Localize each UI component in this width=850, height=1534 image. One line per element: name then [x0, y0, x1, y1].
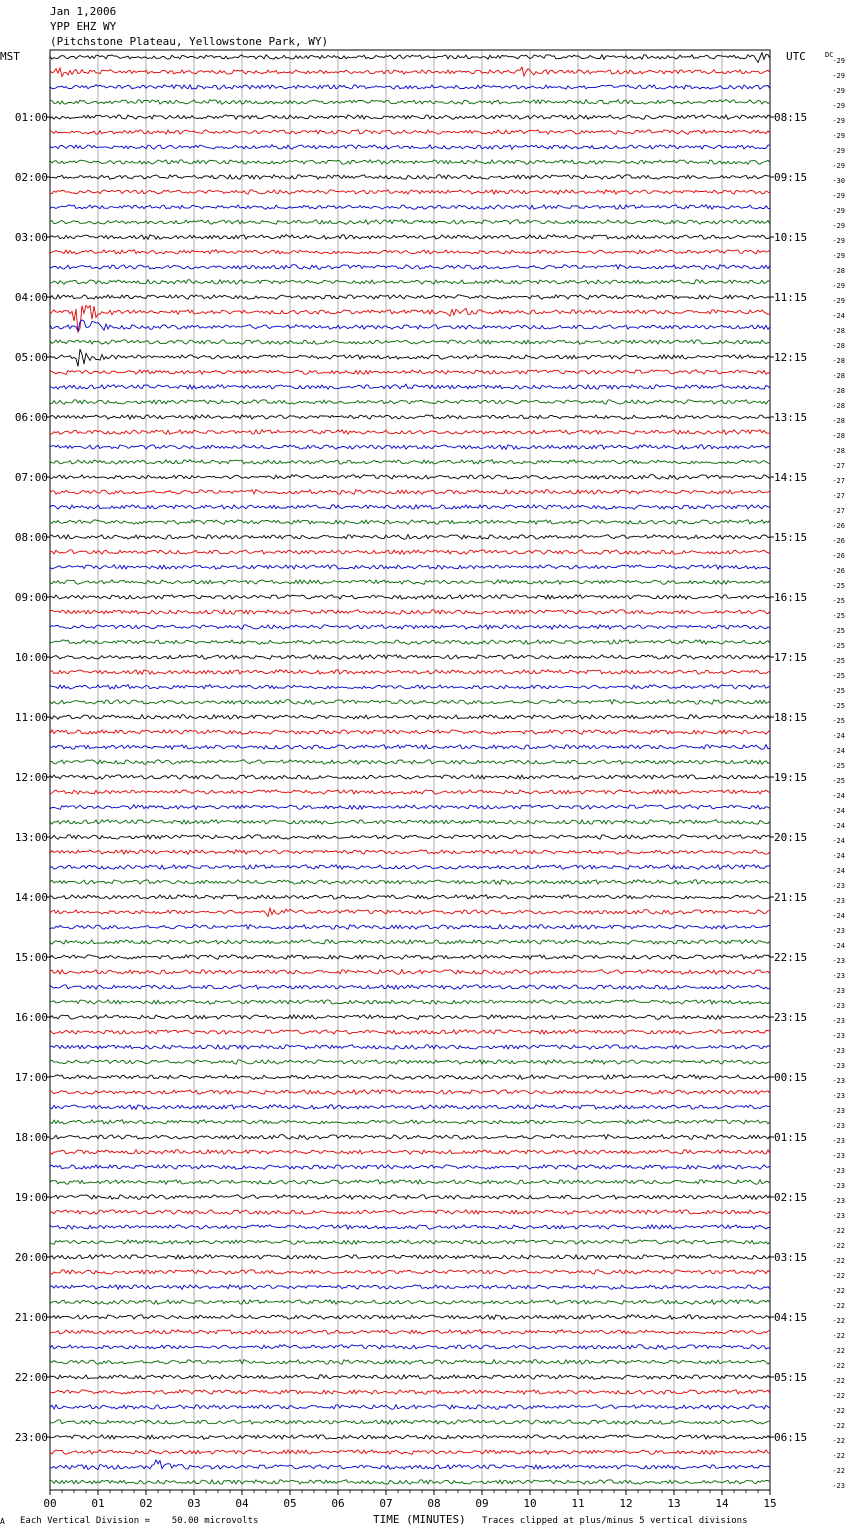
utc-hour-label: 04:15: [774, 1311, 808, 1324]
dc-offset-value: -24: [832, 822, 845, 830]
x-tick-label: 10: [523, 1497, 537, 1510]
dc-offset-value: -22: [832, 1377, 845, 1385]
seismic-trace: [50, 1150, 770, 1155]
dc-offset-value: -26: [832, 522, 845, 530]
seismic-trace: [50, 775, 770, 780]
seismic-trace: [50, 130, 770, 135]
dc-offset-value: -22: [832, 1272, 845, 1280]
dc-offset-value: -22: [832, 1332, 845, 1340]
dc-offset-value: -27: [832, 477, 845, 485]
seismic-trace: [50, 1135, 770, 1140]
utc-hour-label: 13:15: [774, 411, 808, 424]
dc-offset-value: -29: [832, 237, 845, 245]
seismic-trace: [50, 67, 770, 77]
seismic-trace: [50, 160, 770, 165]
utc-hour-label: 14:15: [774, 471, 808, 484]
dc-offset-value: -23: [832, 987, 845, 995]
seismic-trace: [50, 349, 770, 366]
dc-offset-value: -29: [832, 192, 845, 200]
seismic-trace: [50, 1285, 770, 1290]
seismic-trace: [50, 790, 770, 795]
utc-hour-label: 18:15: [774, 711, 808, 724]
plot-date: Jan 1,2006: [50, 5, 117, 18]
utc-hour-label: 09:15: [774, 171, 808, 184]
dc-offset-value: -23: [832, 927, 845, 935]
dc-offset-value: -24: [832, 852, 845, 860]
scale-note: Each Vertical Division = 50.00 microvolts: [20, 1516, 259, 1526]
seismic-trace: [50, 1255, 770, 1260]
seismic-trace: [50, 610, 770, 615]
seismic-trace: [50, 1450, 770, 1455]
seismic-trace: [50, 490, 770, 495]
dc-offset-value: -24: [832, 747, 845, 755]
dc-offset-value: -22: [832, 1302, 845, 1310]
dc-offset-value: -23: [832, 1167, 845, 1175]
seismic-trace: [50, 1195, 770, 1200]
seismic-trace: [50, 1330, 770, 1335]
seismic-trace: [50, 320, 770, 331]
dc-offset-value: -28: [832, 372, 845, 380]
dc-offset-value: -25: [832, 687, 845, 695]
seismic-trace: [50, 100, 770, 105]
seismic-trace: [50, 1075, 770, 1080]
x-tick-label: 09: [475, 1497, 489, 1510]
dc-offset-value: -29: [832, 102, 845, 110]
dc-offset-value: -29: [832, 297, 845, 305]
dc-offset-value: -23: [832, 1107, 845, 1115]
seismic-trace: [50, 400, 770, 405]
dc-offset-value: -22: [832, 1317, 845, 1325]
mst-hour-label: 11:00: [14, 711, 48, 724]
seismic-trace: [50, 220, 770, 225]
dc-offset-value: -28: [832, 417, 845, 425]
seismic-trace: [50, 505, 770, 509]
seismic-trace: [50, 295, 770, 300]
seismic-trace: [50, 835, 770, 840]
dc-offset-value: -27: [832, 462, 845, 470]
dc-offset-value: -28: [832, 387, 845, 395]
dc-offset-value: -22: [832, 1242, 845, 1250]
seismic-trace: [50, 340, 770, 345]
mst-hour-label: 13:00: [14, 831, 48, 844]
mst-hour-label: 18:00: [14, 1131, 48, 1144]
seismic-trace: [50, 280, 770, 285]
dc-offset-value: -28: [832, 432, 845, 440]
utc-hour-label: 21:15: [774, 891, 808, 904]
utc-hour-label: 12:15: [774, 351, 808, 364]
mst-hour-label: 04:00: [14, 291, 48, 304]
dc-offset-value: -22: [832, 1347, 845, 1355]
seismic-trace: [50, 1460, 770, 1470]
dc-offset-value: -25: [832, 762, 845, 770]
dc-offset-value: -24: [832, 792, 845, 800]
seismic-trace: [50, 445, 770, 450]
dc-column-label: DC: [825, 51, 834, 59]
mst-hour-label: 12:00: [14, 771, 48, 784]
dc-offset-value: -24: [832, 837, 845, 845]
utc-hour-label: 08:15: [774, 111, 808, 124]
seismic-trace: [50, 850, 770, 855]
x-tick-label: 02: [139, 1497, 153, 1510]
x-tick-label: 07: [379, 1497, 393, 1510]
seismic-trace: [50, 970, 770, 975]
seismic-trace: [50, 475, 770, 480]
dc-offset-value: -28: [832, 402, 845, 410]
mst-hour-label: 03:00: [14, 231, 48, 244]
seismic-trace: [50, 865, 770, 870]
seismic-trace: [50, 1480, 770, 1485]
dc-offset-value: -30: [832, 177, 845, 185]
dc-offset-value: -28: [832, 327, 845, 335]
mst-hour-label: 02:00: [14, 171, 48, 184]
dc-offset-value: -26: [832, 537, 845, 545]
seismic-trace: [50, 1375, 770, 1379]
dc-offset-value: -27: [832, 492, 845, 500]
seismic-trace: [50, 1345, 770, 1350]
seismic-trace: [50, 190, 770, 195]
dc-offset-value: -24: [832, 312, 845, 320]
utc-hour-label: 10:15: [774, 231, 808, 244]
mst-hour-label: 19:00: [14, 1191, 48, 1204]
utc-hour-label: 20:15: [774, 831, 808, 844]
dc-offset-value: -29: [832, 87, 845, 95]
x-tick-label: 13: [667, 1497, 681, 1510]
seismic-trace: [50, 430, 770, 435]
seismic-trace: [50, 1000, 770, 1005]
dc-offset-value: -23: [832, 1032, 845, 1040]
x-tick-label: 04: [235, 1497, 249, 1510]
dc-offset-value: -28: [832, 342, 845, 350]
dc-offset-value: -28: [832, 267, 845, 275]
utc-hour-label: 01:15: [774, 1131, 808, 1144]
seismic-trace: [50, 1210, 770, 1215]
utc-hour-label: 06:15: [774, 1431, 808, 1444]
utc-hour-label: 03:15: [774, 1251, 808, 1264]
mst-hour-label: 01:00: [14, 111, 48, 124]
seismic-trace: [50, 985, 770, 989]
seismic-trace: [50, 1015, 770, 1020]
utc-hour-label: 11:15: [774, 291, 808, 304]
dc-offset-value: -25: [832, 642, 845, 650]
seismic-trace: [50, 1270, 770, 1275]
x-tick-label: 08: [427, 1497, 441, 1510]
utc-hour-label: 00:15: [774, 1071, 808, 1084]
seismic-trace: [50, 760, 770, 765]
left-timezone-label: MST: [0, 50, 20, 63]
x-tick-label: 00: [43, 1497, 57, 1510]
dc-offset-value: -22: [832, 1257, 845, 1265]
dc-offset-value: -23: [832, 882, 845, 890]
mst-hour-label: 23:00: [14, 1431, 48, 1444]
dc-offset-value: -22: [832, 1422, 845, 1430]
seismic-trace: [50, 685, 770, 689]
seismic-trace: [50, 908, 770, 916]
dc-offset-value: -29: [832, 282, 845, 290]
dc-offset-value: -24: [832, 732, 845, 740]
seismic-trace: [50, 250, 770, 254]
dc-offset-value: -23: [832, 1092, 845, 1100]
dc-offset-value: -25: [832, 612, 845, 620]
x-tick-label: 11: [571, 1497, 585, 1510]
dc-offset-value: -27: [832, 507, 845, 515]
utc-hour-label: 16:15: [774, 591, 808, 604]
dc-offset-value: -25: [832, 657, 845, 665]
dc-offset-value: -22: [832, 1452, 845, 1460]
seismic-trace: [50, 370, 770, 375]
seismic-trace: [50, 535, 770, 540]
seismic-trace: [50, 460, 770, 465]
dc-offset-value: -26: [832, 552, 845, 560]
seismic-trace: [50, 265, 770, 270]
seismic-trace: [50, 85, 770, 90]
seismic-trace: [50, 1060, 770, 1065]
dc-offset-value: -23: [832, 957, 845, 965]
seismic-trace: [50, 730, 770, 735]
dc-offset-value: -29: [832, 162, 845, 170]
seismic-trace: [50, 1180, 770, 1185]
seismic-trace: [50, 205, 770, 210]
dc-offset-value: -29: [832, 222, 845, 230]
seismic-trace: [50, 640, 770, 645]
dc-offset-value: -25: [832, 777, 845, 785]
dc-offset-value: -22: [832, 1362, 845, 1370]
x-tick-label: 06: [331, 1497, 345, 1510]
seismic-trace: [50, 1435, 770, 1440]
corner-mark: A: [0, 1517, 5, 1526]
x-tick-label: 12: [619, 1497, 633, 1510]
right-timezone-label: UTC: [786, 50, 806, 63]
seismic-trace: [50, 595, 770, 600]
dc-offset-value: -24: [832, 867, 845, 875]
dc-offset-value: -25: [832, 672, 845, 680]
seismic-trace: [50, 1105, 770, 1110]
seismic-trace: [50, 550, 770, 554]
dc-offset-value: -22: [832, 1407, 845, 1415]
mst-hour-label: 20:00: [14, 1251, 48, 1264]
dc-offset-value: -25: [832, 717, 845, 725]
seismic-trace: [50, 565, 770, 570]
seismic-trace: [50, 715, 770, 720]
dc-offset-value: -22: [832, 1437, 845, 1445]
dc-offset-value: -23: [832, 1482, 845, 1490]
dc-offset-value: -24: [832, 942, 845, 950]
dc-offset-value: -26: [832, 567, 845, 575]
mst-hour-label: 08:00: [14, 531, 48, 544]
dc-offset-value: -29: [832, 147, 845, 155]
dc-offset-value: -22: [832, 1287, 845, 1295]
dc-offset-value: -23: [832, 1122, 845, 1130]
mst-hour-label: 16:00: [14, 1011, 48, 1024]
dc-offset-value: -25: [832, 597, 845, 605]
dc-offset-value: -25: [832, 582, 845, 590]
dc-offset-value: -24: [832, 807, 845, 815]
dc-offset-value: -23: [832, 1077, 845, 1085]
dc-offset-value: -23: [832, 1017, 845, 1025]
x-tick-label: 05: [283, 1497, 297, 1510]
seismic-trace: [50, 520, 770, 524]
seismic-trace: [50, 880, 770, 885]
dc-offset-value: -28: [832, 447, 845, 455]
dc-offset-value: -28: [832, 357, 845, 365]
seismic-trace: [50, 1360, 770, 1365]
station-location: (Pitchstone Plateau, Yellowstone Park, WY): [50, 35, 329, 48]
utc-hour-label: 19:15: [774, 771, 808, 784]
seismic-trace: [50, 115, 770, 119]
mst-hour-label: 09:00: [14, 591, 48, 604]
x-tick-label: 03: [187, 1497, 201, 1510]
seismic-trace: [50, 1420, 770, 1424]
seismic-trace: [50, 955, 770, 959]
clip-note: Traces clipped at plus/minus 5 vertical divisions: [482, 1516, 748, 1526]
seismic-trace: [50, 625, 770, 630]
seismic-trace: [50, 175, 770, 180]
dc-offset-value: -22: [832, 1392, 845, 1400]
seismic-trace: [50, 580, 770, 585]
mst-hour-label: 15:00: [14, 951, 48, 964]
seismic-trace: [50, 1165, 770, 1170]
dc-offset-value: -23: [832, 1137, 845, 1145]
dc-offset-value: -23: [832, 1182, 845, 1190]
dc-offset-value: -29: [832, 57, 845, 65]
x-tick-label: 15: [763, 1497, 777, 1510]
mst-hour-label: 14:00: [14, 891, 48, 904]
dc-offset-value: -23: [832, 1152, 845, 1160]
x-tick-label: 14: [715, 1497, 729, 1510]
seismic-trace: [50, 145, 770, 150]
dc-offset-value: -25: [832, 702, 845, 710]
seismic-trace: [50, 1315, 770, 1320]
dc-offset-value: -29: [832, 252, 845, 260]
seismic-trace: [50, 53, 770, 63]
seismic-trace: [50, 895, 770, 900]
station-code: YPP EHZ WY: [50, 20, 117, 33]
seismic-trace: [50, 1300, 770, 1305]
dc-offset-value: -29: [832, 72, 845, 80]
seismic-trace: [50, 1030, 770, 1035]
seismic-trace: [50, 670, 770, 675]
utc-hour-label: 17:15: [774, 651, 808, 664]
seismic-trace: [50, 1090, 770, 1095]
dc-offset-value: -23: [832, 972, 845, 980]
x-tick-label: 01: [91, 1497, 105, 1510]
dc-offset-value: -29: [832, 117, 845, 125]
dc-offset-value: -22: [832, 1227, 845, 1235]
utc-hour-label: 23:15: [774, 1011, 808, 1024]
seismic-trace: [50, 1240, 770, 1245]
plot-frame: [50, 50, 770, 1490]
seismic-trace: [50, 925, 770, 930]
seismic-trace: [50, 805, 770, 810]
mst-hour-label: 05:00: [14, 351, 48, 364]
seismic-trace: [50, 1045, 770, 1050]
seismic-trace: [50, 1390, 770, 1394]
utc-hour-label: 02:15: [774, 1191, 808, 1204]
utc-hour-label: 15:15: [774, 531, 808, 544]
dc-offset-value: -22: [832, 1467, 845, 1475]
utc-hour-label: 05:15: [774, 1371, 808, 1384]
mst-hour-label: 06:00: [14, 411, 48, 424]
seismic-trace: [50, 384, 770, 389]
seismic-trace: [50, 1405, 770, 1410]
dc-offset-value: -23: [832, 1002, 845, 1010]
dc-offset-value: -23: [832, 1047, 845, 1055]
dc-offset-value: -24: [832, 912, 845, 920]
seismic-trace: [50, 745, 770, 750]
seismic-trace: [50, 940, 770, 944]
dc-offset-value: -23: [832, 1212, 845, 1220]
seismic-trace: [50, 235, 770, 240]
x-axis-title: TIME (MINUTES): [373, 1513, 466, 1526]
dc-offset-value: -23: [832, 897, 845, 905]
seismic-trace: [50, 700, 770, 705]
mst-hour-label: 07:00: [14, 471, 48, 484]
seismic-trace: [50, 820, 770, 825]
dc-offset-value: -23: [832, 1197, 845, 1205]
utc-hour-label: 22:15: [774, 951, 808, 964]
dc-offset-value: -29: [832, 132, 845, 140]
seismic-trace: [50, 655, 770, 660]
dc-offset-value: -23: [832, 1062, 845, 1070]
dc-offset-value: -29: [832, 207, 845, 215]
seismic-trace: [50, 1120, 770, 1124]
mst-hour-label: 17:00: [14, 1071, 48, 1084]
seismic-trace: [50, 415, 770, 420]
mst-hour-label: 10:00: [14, 651, 48, 664]
seismic-trace: [50, 1225, 770, 1230]
mst-hour-label: 22:00: [14, 1371, 48, 1384]
dc-offset-value: -25: [832, 627, 845, 635]
mst-hour-label: 21:00: [14, 1311, 48, 1324]
